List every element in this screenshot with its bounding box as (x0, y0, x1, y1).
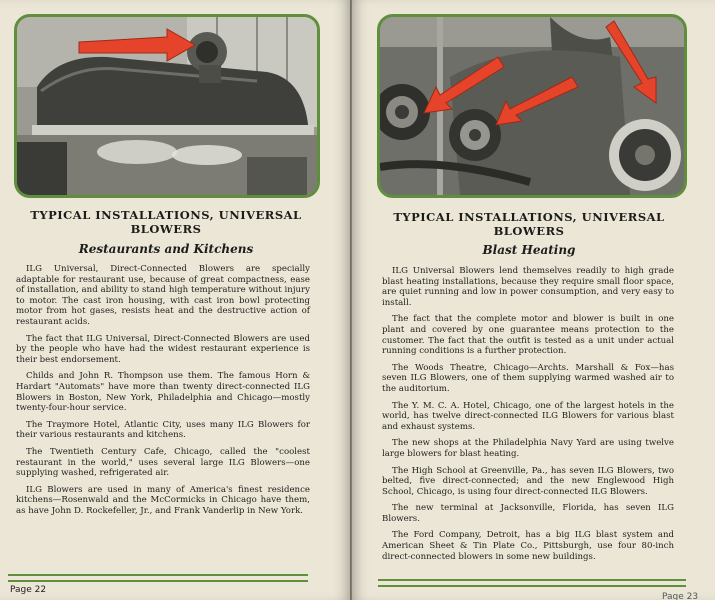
paragraph: Childs and John R. Thompson use them. The famous Horn & Hardart "Automats" have more than twenty direct-connected ILG Blowers in Boston, New York, Philadelphia and Chicago—mostly twenty-four-hour service. (16, 371, 310, 414)
blast-heating-photo (377, 14, 687, 198)
paragraph: The Woods Theatre, Chicago—Archts. Marshall & Fox—has seven ILG Blowers, one of them supplying warmed washed air to the auditorium. (382, 362, 674, 394)
paragraph: The Traymore Hotel, Atlantic City, uses many ILG Blowers for their various restaurants and kitchens. (16, 419, 310, 441)
paragraph: ILG Blowers are used in many of America's finest residence kitchens—Rosenwald and the McCormicks in Chicago have them, as have John D. Rockefeller, Jr., and Frank Vanderlip in New York. (16, 484, 310, 516)
page-number: Page 23 (662, 592, 699, 600)
paragraph: The new terminal at Jacksonville, Florida, has seven ILG Blowers. (382, 503, 674, 524)
body-text (16, 264, 310, 522)
paragraph: The High School at Greenville, Pa., has seven ILG Blowers, two belted, five direct-connected; and the new Englewood High School, Chicago, is using four direct-connected ILG Blowers. (382, 465, 674, 497)
paragraph: The Y. M. C. A. Hotel, Chicago, one of the largest hotels in the world, has twelve direct-connected ILG Blowers for various blast and exhaust systems. (382, 400, 674, 432)
right-page (352, 0, 715, 600)
paragraph: The Ford Company, Detroit, has a big ILG blast system and American Sheet & Tin Plate Co., Pittsburgh, use four 80-inch direct-connected blowers in some new buildings. (382, 530, 674, 562)
section-subheading: Restaurants and Kitchens (78, 242, 254, 256)
body-text (382, 266, 674, 568)
page-heading: TYPICAL INSTALLATIONS, UNIVERSAL BLOWERS (30, 208, 302, 236)
left-page (0, 0, 350, 600)
paragraph: The fact that the complete motor and blower is built in one plant and covered by one guarantee means protection to the customer. The fact that the outfit is tested as a unit under actual running conditions is a further protection. (382, 314, 674, 357)
kitchen-hood-illustration (17, 17, 317, 195)
blast-heating-illustration (380, 17, 684, 195)
paragraph: The fact that ILG Universal, Direct-Connected Blowers are used by the people who have had the widest restaurant experience is their best endorsement. (16, 333, 310, 365)
paragraph: The new shops at the Philadelphia Navy Yard are using twelve large blowers for blast heating. (382, 438, 674, 459)
footer-rule (8, 574, 308, 582)
footer-rule (378, 579, 686, 587)
paragraph: ILG Universal, Direct-Connected Blowers are specially adaptable for restaurant use, because of great compactness, ease of installation, and ability to stand high temperature without injury to motor. The cast iron housing, with cast iron bowl protecting motor from hot gases, resists heat and the destructive action of restaurant acids. (16, 264, 310, 327)
kitchen-hood-photo (14, 14, 320, 198)
paragraph: The Twentieth Century Cafe, Chicago, called the "coolest restaurant in the world," uses several large ILG Blowers—one supplying washed, refrigerated air. (16, 446, 310, 479)
section-subheading: Blast Heating (482, 243, 576, 257)
page-heading: TYPICAL INSTALLATIONS, UNIVERSAL BLOWERS (393, 210, 665, 238)
paragraph: ILG Universal Blowers lend themselves readily to high grade blast heating installations, because they require small floor space, are quiet running and low in power consumption, and very easy to install. (382, 266, 674, 308)
page-number: Page 22 (10, 585, 47, 595)
